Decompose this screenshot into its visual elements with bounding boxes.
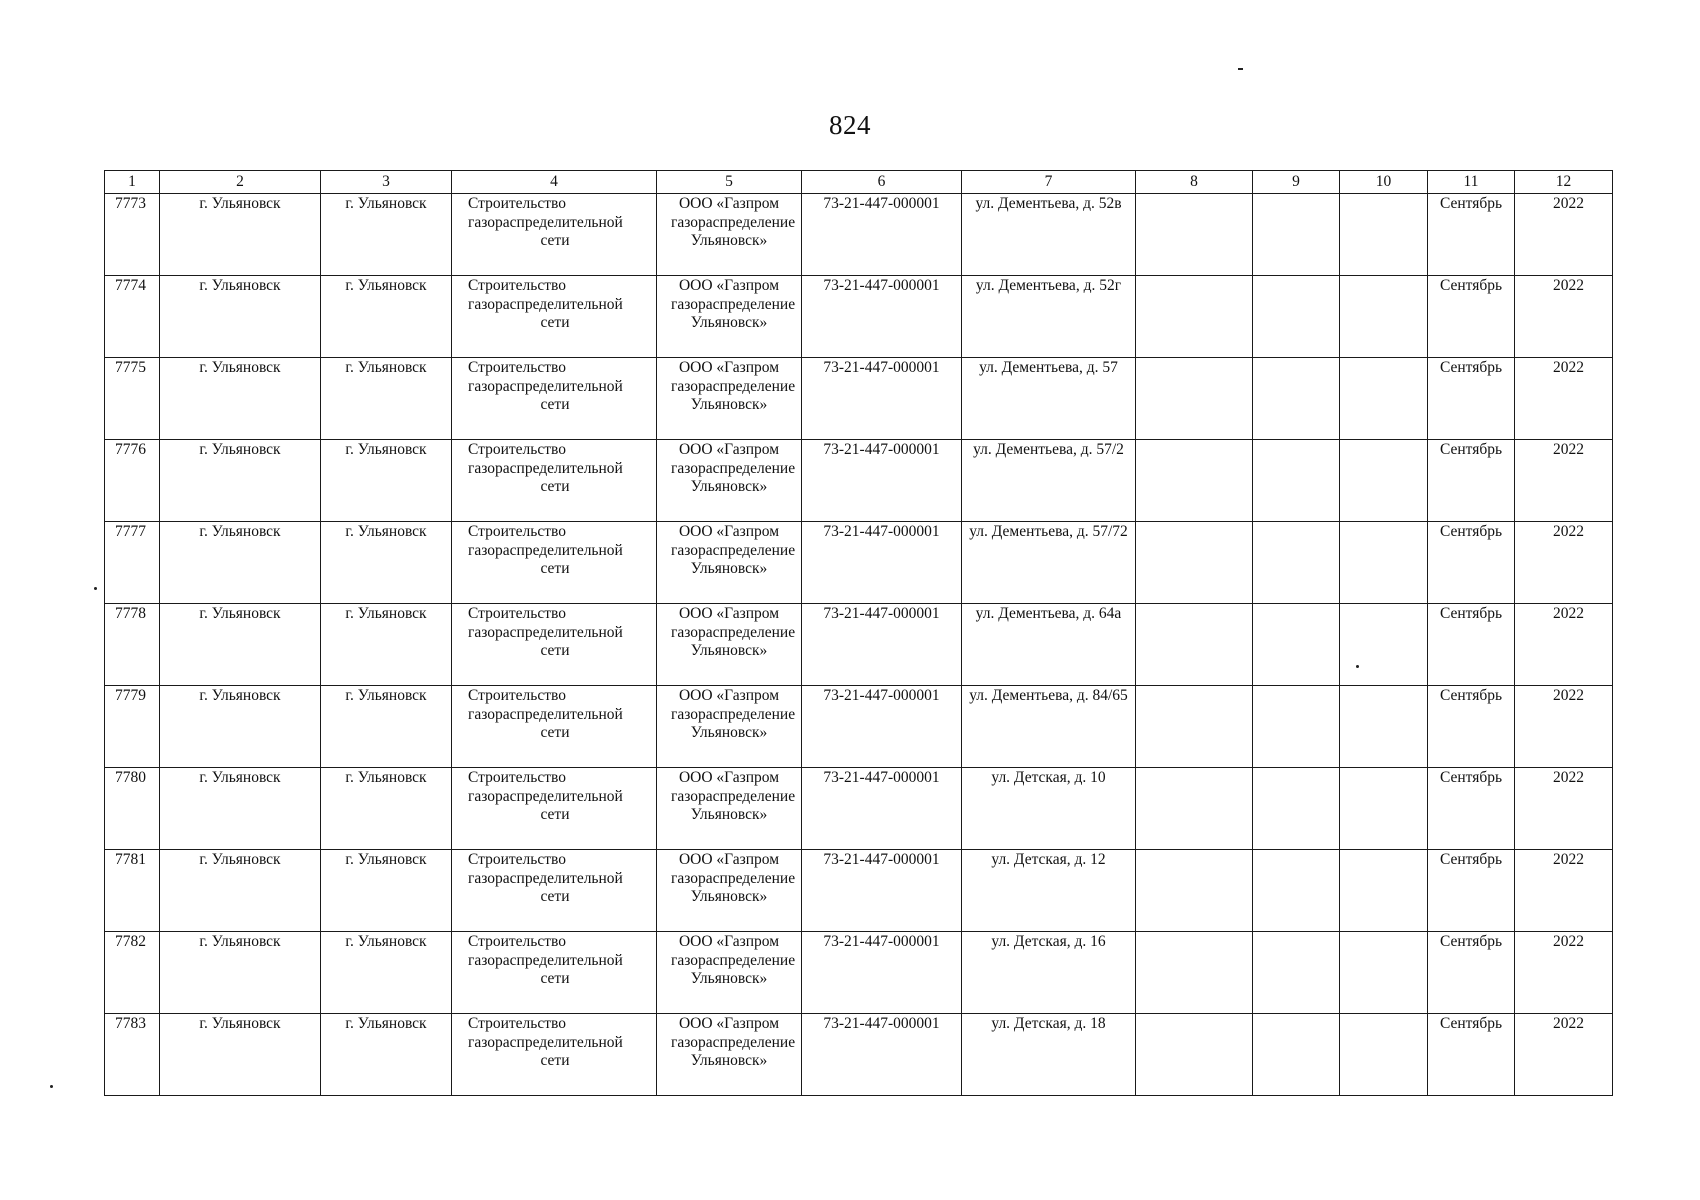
cell-col-9 [1253,440,1340,522]
cell-month: Сентябрь [1428,522,1515,604]
column-header: 5 [657,171,802,194]
cell-col-8 [1136,850,1253,932]
cell-address: ул. Дементьева, д. 64а [962,604,1136,686]
column-header: 7 [962,171,1136,194]
cell-settlement: г. Ульяновск [321,850,452,932]
table-row [105,276,1613,358]
cell-record-number: 7776 [105,440,160,522]
cell-settlement: г. Ульяновск [321,522,452,604]
cell-month: Сентябрь [1428,932,1515,1014]
cell-col-8 [1136,358,1253,440]
cell-address: ул. Дементьева, д. 57/72 [962,522,1136,604]
table-row [105,686,1613,768]
cell-municipality: г. Ульяновск [160,522,321,604]
table-row [105,604,1613,686]
cell-work-type: Строительство газораспределительной сети [452,1014,657,1096]
cell-record-number: 7781 [105,850,160,932]
cell-year: 2022 [1515,1014,1613,1096]
cell-col-10 [1340,440,1428,522]
cell-col-9 [1253,194,1340,276]
cell-col-8 [1136,440,1253,522]
cell-municipality: г. Ульяновск [160,194,321,276]
cell-organization: ООО «Газпром газораспределение Ульяновск» [657,850,802,932]
cell-month: Сентябрь [1428,604,1515,686]
cell-municipality: г. Ульяновск [160,686,321,768]
cell-col-9 [1253,768,1340,850]
cell-organization: ООО «Газпром газораспределение Ульяновск» [657,276,802,358]
cell-col-10 [1340,850,1428,932]
cell-record-number: 7778 [105,604,160,686]
cell-col-10 [1340,522,1428,604]
cell-organization: ООО «Газпром газораспределение Ульяновск» [657,932,802,1014]
cell-code: 73-21-447-000001 [802,932,962,1014]
cell-municipality: г. Ульяновск [160,358,321,440]
cell-col-10 [1340,276,1428,358]
cell-col-8 [1136,686,1253,768]
cell-col-10 [1340,194,1428,276]
cell-month: Сентябрь [1428,194,1515,276]
cell-organization: ООО «Газпром газораспределение Ульяновск» [657,522,802,604]
cell-organization: ООО «Газпром газораспределение Ульяновск» [657,358,802,440]
cell-municipality: г. Ульяновск [160,768,321,850]
cell-col-10 [1340,932,1428,1014]
cell-settlement: г. Ульяновск [321,604,452,686]
page-number: 824 [829,110,871,140]
cell-organization: ООО «Газпром газораспределение Ульяновск» [657,686,802,768]
cell-address: ул. Детская, д. 16 [962,932,1136,1014]
cell-record-number: 7782 [105,932,160,1014]
cell-settlement: г. Ульяновск [321,932,452,1014]
cell-col-8 [1136,276,1253,358]
cell-col-8 [1136,768,1253,850]
register-table [104,170,1613,1096]
cell-year: 2022 [1515,194,1613,276]
column-header: 4 [452,171,657,194]
cell-settlement: г. Ульяновск [321,768,452,850]
table-row [105,440,1613,522]
cell-code: 73-21-447-000001 [802,522,962,604]
column-header: 12 [1515,171,1613,194]
cell-record-number: 7774 [105,276,160,358]
cell-col-8 [1136,932,1253,1014]
cell-year: 2022 [1515,358,1613,440]
cell-settlement: г. Ульяновск [321,194,452,276]
cell-col-9 [1253,276,1340,358]
cell-address: ул. Дементьева, д. 52в [962,194,1136,276]
cell-col-10 [1340,686,1428,768]
cell-col-10 [1340,1014,1428,1096]
cell-code: 73-21-447-000001 [802,604,962,686]
cell-col-8 [1136,194,1253,276]
cell-address: ул. Детская, д. 12 [962,850,1136,932]
cell-month: Сентябрь [1428,440,1515,522]
column-header: 3 [321,171,452,194]
column-header: 6 [802,171,962,194]
cell-municipality: г. Ульяновск [160,932,321,1014]
cell-year: 2022 [1515,932,1613,1014]
cell-municipality: г. Ульяновск [160,604,321,686]
table-row [105,850,1613,932]
cell-record-number: 7775 [105,358,160,440]
cell-col-9 [1253,604,1340,686]
cell-col-8 [1136,1014,1253,1096]
cell-organization: ООО «Газпром газораспределение Ульяновск» [657,1014,802,1096]
cell-year: 2022 [1515,276,1613,358]
cell-settlement: г. Ульяновск [321,686,452,768]
cell-col-8 [1136,604,1253,686]
cell-settlement: г. Ульяновск [321,440,452,522]
column-header: 10 [1340,171,1428,194]
scan-speck [94,587,97,590]
cell-month: Сентябрь [1428,850,1515,932]
cell-work-type: Строительство газораспределительной сети [452,932,657,1014]
cell-address: ул. Детская, д. 10 [962,768,1136,850]
cell-organization: ООО «Газпром газораспределение Ульяновск» [657,604,802,686]
cell-work-type: Строительство газораспределительной сети [452,276,657,358]
cell-col-10 [1340,604,1428,686]
cell-year: 2022 [1515,686,1613,768]
cell-code: 73-21-447-000001 [802,358,962,440]
cell-year: 2022 [1515,440,1613,522]
cell-month: Сентябрь [1428,358,1515,440]
cell-record-number: 7779 [105,686,160,768]
cell-record-number: 7773 [105,194,160,276]
cell-col-9 [1253,850,1340,932]
cell-address: ул. Дементьева, д. 52г [962,276,1136,358]
scan-speck [1238,68,1243,70]
cell-organization: ООО «Газпром газораспределение Ульяновск» [657,768,802,850]
cell-record-number: 7780 [105,768,160,850]
cell-municipality: г. Ульяновск [160,850,321,932]
cell-address: ул. Детская, д. 18 [962,1014,1136,1096]
cell-settlement: г. Ульяновск [321,358,452,440]
table-row [105,932,1613,1014]
column-header: 1 [105,171,160,194]
cell-col-9 [1253,686,1340,768]
cell-record-number: 7777 [105,522,160,604]
cell-code: 73-21-447-000001 [802,850,962,932]
cell-work-type: Строительство газораспределительной сети [452,850,657,932]
cell-code: 73-21-447-000001 [802,1014,962,1096]
cell-month: Сентябрь [1428,686,1515,768]
cell-address: ул. Дементьева, д. 57/2 [962,440,1136,522]
cell-work-type: Строительство газораспределительной сети [452,440,657,522]
column-header: 8 [1136,171,1253,194]
table-row [105,358,1613,440]
cell-col-8 [1136,522,1253,604]
header-row [105,171,1613,194]
cell-code: 73-21-447-000001 [802,440,962,522]
cell-work-type: Строительство газораспределительной сети [452,686,657,768]
register-table-container [104,170,1612,1096]
cell-settlement: г. Ульяновск [321,276,452,358]
cell-work-type: Строительство газораспределительной сети [452,522,657,604]
cell-address: ул. Дементьева, д. 84/65 [962,686,1136,768]
column-header: 2 [160,171,321,194]
cell-month: Сентябрь [1428,1014,1515,1096]
cell-settlement: г. Ульяновск [321,1014,452,1096]
table-row [105,1014,1613,1096]
cell-code: 73-21-447-000001 [802,194,962,276]
cell-code: 73-21-447-000001 [802,686,962,768]
cell-col-9 [1253,932,1340,1014]
cell-work-type: Строительство газораспределительной сети [452,604,657,686]
cell-col-10 [1340,768,1428,850]
cell-municipality: г. Ульяновск [160,440,321,522]
cell-col-10 [1340,358,1428,440]
cell-municipality: г. Ульяновск [160,1014,321,1096]
column-header: 11 [1428,171,1515,194]
cell-col-9 [1253,1014,1340,1096]
table-body [105,194,1613,1096]
cell-work-type: Строительство газораспределительной сети [452,358,657,440]
cell-year: 2022 [1515,768,1613,850]
cell-year: 2022 [1515,850,1613,932]
table-row [105,194,1613,276]
cell-month: Сентябрь [1428,276,1515,358]
cell-code: 73-21-447-000001 [802,768,962,850]
cell-organization: ООО «Газпром газораспределение Ульяновск» [657,440,802,522]
cell-col-9 [1253,522,1340,604]
column-header: 9 [1253,171,1340,194]
cell-record-number: 7783 [105,1014,160,1096]
cell-work-type: Строительство газораспределительной сети [452,768,657,850]
table-row [105,768,1613,850]
cell-address: ул. Дементьева, д. 57 [962,358,1136,440]
cell-col-9 [1253,358,1340,440]
table-row [105,522,1613,604]
cell-year: 2022 [1515,604,1613,686]
scan-speck [50,1085,53,1088]
cell-municipality: г. Ульяновск [160,276,321,358]
cell-work-type: Строительство газораспределительной сети [452,194,657,276]
cell-month: Сентябрь [1428,768,1515,850]
cell-organization: ООО «Газпром газораспределение Ульяновск» [657,194,802,276]
cell-year: 2022 [1515,522,1613,604]
cell-code: 73-21-447-000001 [802,276,962,358]
